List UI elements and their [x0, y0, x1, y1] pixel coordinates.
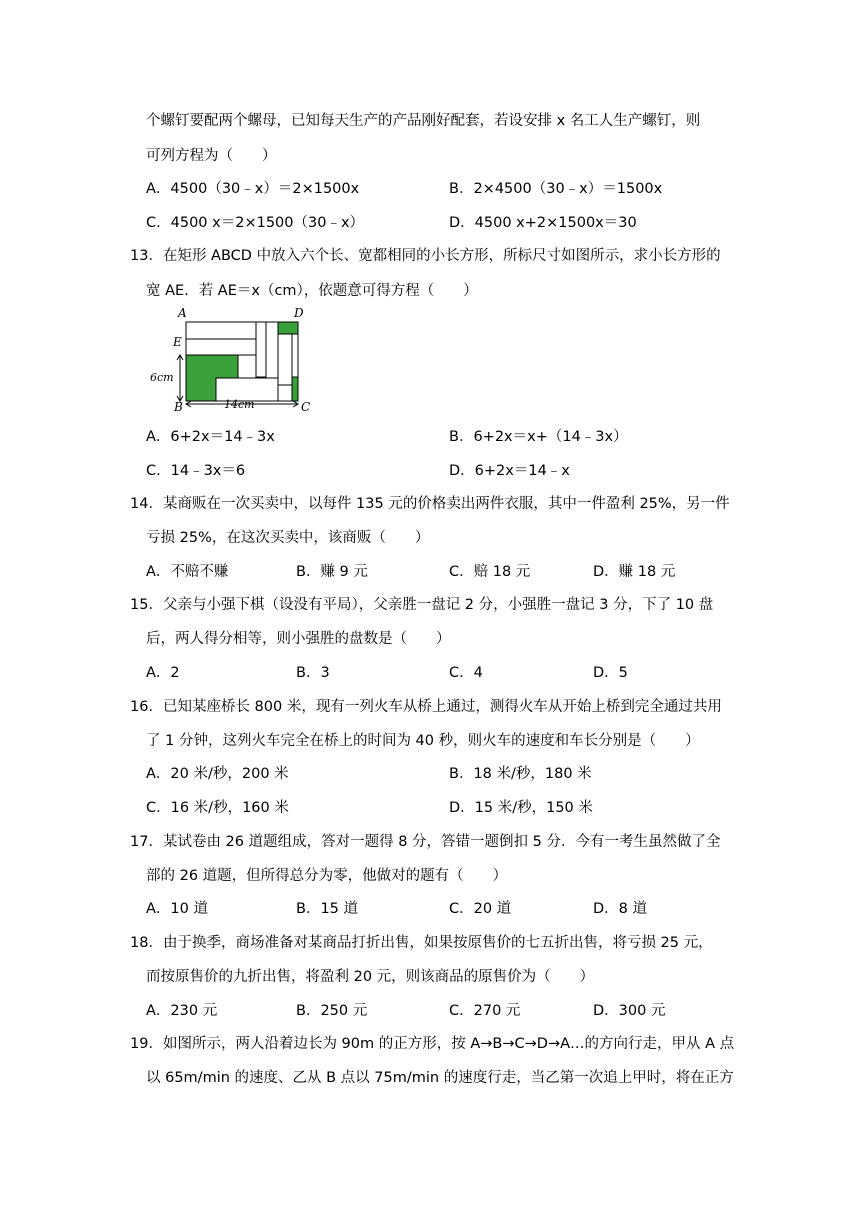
small-rect-4 — [266, 322, 278, 385]
label-6cm: 6cm — [150, 371, 174, 384]
q17-text-line2: 部的 26 道题，但所得总分为零，他做对的题有（ ） — [146, 868, 508, 884]
q13-text-line2: 宽 AE．若 AE＝x（cm），依题意可得方程（ ） — [146, 283, 478, 299]
q17-option-c: C．20 道 — [449, 901, 512, 917]
q14-option-b: B．赚 9 元 — [296, 564, 368, 580]
q15-text-line1: 15．父亲与小强下棋（设没有平局），父亲胜一盘记 2 分，小强胜一盘记 3 分，下了 10 盘 — [130, 597, 714, 613]
q13-option-a: A．6+2x＝14﹣3x — [146, 429, 275, 445]
q14-option-a: A．不赔不赚 — [146, 564, 229, 580]
q15-option-a: A．2 — [146, 665, 180, 681]
q15-option-c: C．4 — [449, 665, 483, 681]
q18-text-line1: 18．由于换季，商场准备对某商品打折出售，如果按原售价的七五折出售，将亏损 25 元， — [130, 935, 713, 951]
label-e: E — [173, 335, 182, 349]
q18-option-b: B．250 元 — [296, 1003, 368, 1019]
q12-option-b: B．2×4500（30﹣x）＝1500x — [449, 181, 663, 197]
label-d: D — [294, 306, 304, 320]
small-rect-1 — [186, 322, 256, 339]
q15-option-b: B．3 — [296, 665, 330, 681]
q16-option-d: D．15 米/秒，150 米 — [449, 800, 593, 816]
q14-text-line1: 14．某商贩在一次买卖中，以每件 135 元的价格卖出两件衣服，其中一件盈利 25%，另一件 — [130, 496, 730, 512]
q12-text-line1: 个螺钉要配两个螺母，已知每天生产的产品刚好配套，若设安排 x 名工人生产螺钉，则 — [146, 113, 701, 129]
label-14cm: 14cm — [224, 398, 255, 411]
q18-text-line2: 而按原售价的九折出售，将盈利 20 元，则该商品的原售价为（ ） — [146, 969, 595, 985]
q14-option-c: C．赔 18 元 — [449, 564, 531, 580]
q16-text-line1: 16．已知某座桥长 800 米，现有一列火车从桥上通过，测得火车从开始上桥到完全通过共用 — [130, 699, 722, 715]
small-rect-2 — [186, 339, 256, 355]
q18-option-a: A．230 元 — [146, 1003, 218, 1019]
rectangle-figure — [146, 305, 316, 415]
q16-text-line2: 了 1 分钟，这列火车完全在桥上的时间为 40 秒，则火车的速度和车长分别是（ ） — [146, 733, 700, 749]
q18-option-c: C．270 元 — [449, 1003, 521, 1019]
q17-text-line1: 17．某试卷由 26 道题组成，答对一题得 8 分，答错一题倒扣 5 分．今有一考生虽然做了全 — [130, 834, 721, 850]
label-b: B — [174, 400, 183, 414]
label-a: A — [178, 306, 187, 320]
q13-option-d: D．6+2x＝14﹣x — [449, 463, 570, 479]
q13-text-line1: 13．在矩形 ABCD 中放入六个长、宽都相同的小长方形，所标尺寸如图所示，求小长方形的 — [130, 248, 721, 264]
shaded-region-top-right — [278, 322, 298, 334]
q19-text-line1: 19．如图所示，两人沿着边长为 90m 的正方形，按 A→B→C→D→A…的方向行走，甲从 A 点 — [130, 1036, 735, 1052]
q13-option-c: C．14﹣3x＝6 — [146, 463, 246, 479]
q18-option-d: D．300 元 — [593, 1003, 666, 1019]
q15-option-d: D．5 — [593, 665, 628, 681]
q19-text-line2: 以 65m/min 的速度、乙从 B 点以 75m/min 的速度行走，当乙第一次追上甲时，将在正方 — [146, 1070, 734, 1086]
label-c: C — [301, 400, 311, 414]
q12-option-d: D．4500 x+2×1500x＝30 — [449, 215, 637, 231]
q17-option-a: A．10 道 — [146, 901, 208, 917]
q17-option-b: B．15 道 — [296, 901, 359, 917]
q14-text-line2: 亏损 25%，在这次买卖中，该商贩（ ） — [146, 530, 430, 546]
q15-text-line2: 后，两人得分相等，则小强胜的盘数是（ ） — [146, 631, 451, 647]
q14-option-d: D．赚 18 元 — [593, 564, 676, 580]
q12-option-a: A．4500（30﹣x）＝2×1500x — [146, 181, 360, 197]
q16-option-a: A．20 米/秒，200 米 — [146, 766, 289, 782]
q16-option-c: C．16 米/秒，160 米 — [146, 800, 289, 816]
small-rect-3 — [256, 322, 266, 377]
q12-text-line2: 可列方程为（ ） — [146, 148, 277, 164]
q17-option-d: D．8 道 — [593, 901, 647, 917]
small-rect-5 — [278, 334, 292, 385]
q13-option-b: B．6+2x＝x+（14﹣3x） — [449, 429, 628, 445]
q12-option-c: C．4500 x＝2×1500（30﹣x） — [146, 215, 365, 231]
q16-option-b: B．18 米/秒，180 米 — [449, 766, 592, 782]
